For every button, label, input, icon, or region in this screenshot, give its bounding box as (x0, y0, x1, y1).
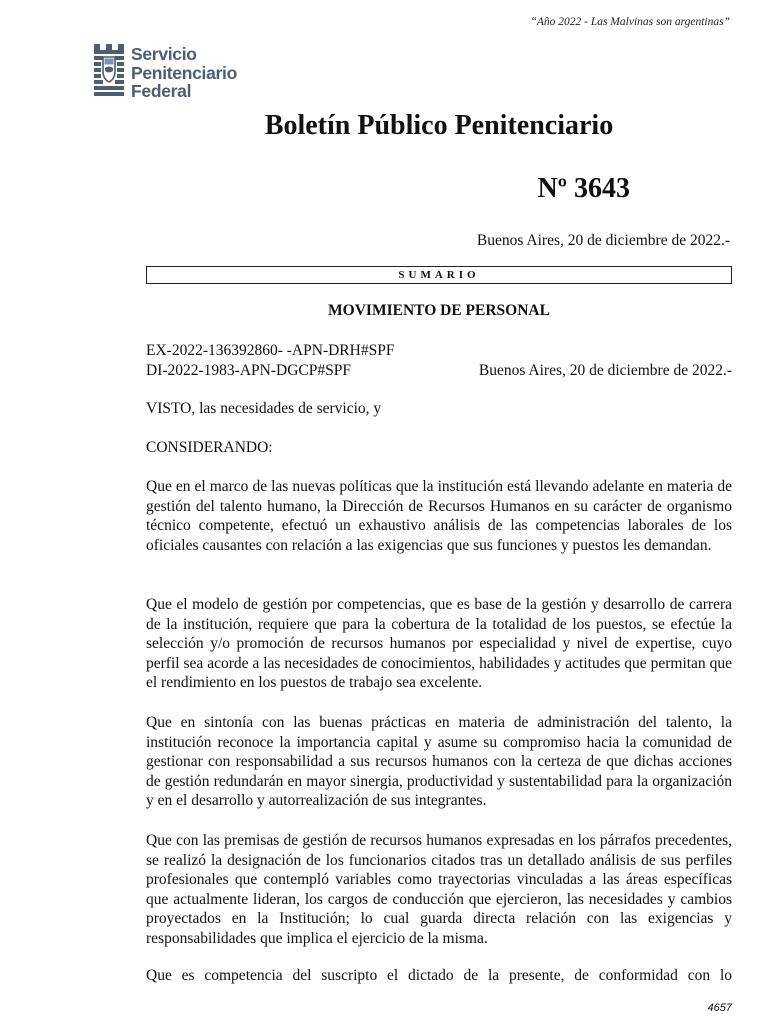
bulletin-date: Buenos Aires, 20 de diciembre de 2022.- (476, 232, 730, 249)
ref-row-di (146, 361, 732, 381)
sumario-box: SUMARIO (146, 266, 732, 284)
considerando-heading: CONSIDERANDO: (146, 439, 273, 456)
tower-shield-icon (92, 44, 126, 96)
paragraph: Que en sintonía con las buenas prácticas en materia de administración del talento, la institución reconoce la importancia capital y asume su compromiso hacia la comunidad de gestionar con responsabilidad a sus recursos humanos con la certeza de que dichas acciones de gestión redundarán en mayor sinergia, productividad y sustentabilidad para la organización y en el desarrollo y autorrealización de sus integrantes. (146, 714, 732, 810)
bulletin-number: Nº 3643 (537, 173, 630, 204)
logo-wordmark (131, 45, 237, 101)
paragraph: Que en el marco de las nuevas políticas que la institución está llevando adelante en materia de gestión del talento humano, la Dirección de Recursos Humanos en su carácter de organismo técnico competente, efectuó un exhaustivo análisis de las competencias laborales de los oficiales causantes con relación a las exigencias que sus funciones y puestos les demandan. (146, 478, 732, 554)
logo-line-1: Servicio (131, 44, 197, 64)
logo-line-3: Federal (131, 81, 192, 101)
disposicion-date: Buenos Aires, 20 de diciembre de 2022.- (478, 362, 732, 379)
page-number: 4657 (707, 1002, 732, 1014)
expediente-ref: EX-2022-136392860- -APN-DRH#SPF (146, 342, 395, 359)
paragraph: Que el modelo de gestión por competencias, que es base de la gestión y desarrollo de carrera de la institución, requiere que para la cobertura de la totalidad de los puestos, se efectúe la selección y/o promoción de recursos humanos por especialidad y nivel de expertise, cuyo perfil sea acorde a las necesidades de conocimientos, habilidades y actitudes que permitan que el rendimiento en los puestos de trabajo sea excelente. (146, 596, 732, 692)
logo-line-2: Penitenciario (131, 62, 237, 83)
section-title: MOVIMIENTO DE PERSONAL (328, 302, 550, 319)
bulletin-title: Boletín Público Penitenciario (264, 110, 614, 141)
paragraph: Que es competencia del suscripto el dictado de la presente, de conformidad con lo (146, 967, 732, 984)
disposicion-ref: DI-2022-1983-APN-DGCP#SPF (146, 362, 351, 379)
spf-logo (92, 44, 237, 101)
header-motto: “Año 2022 - Las Malvinas son argentinas” (530, 16, 730, 28)
paragraph: Que con las premisas de gestión de recursos humanos expresadas en los párrafos precedentes, se realizó la designación de los funcionarios citados tras un detallado análisis de sus perfiles profesionales que contempló variables como trayectorias vinculadas a las áreas específicas que actualmente lideran, los cargos de conducción que ejercieron, las necesidades y cambios proyectados en la Institución; lo cual guarda directa relación con las exigencias y responsabilidades que implica el ejercicio de la misma. (146, 832, 732, 947)
ref-row-ex (146, 341, 732, 361)
visto-line: VISTO, las necesidades de servicio, y (146, 400, 382, 417)
document-references (146, 341, 732, 381)
